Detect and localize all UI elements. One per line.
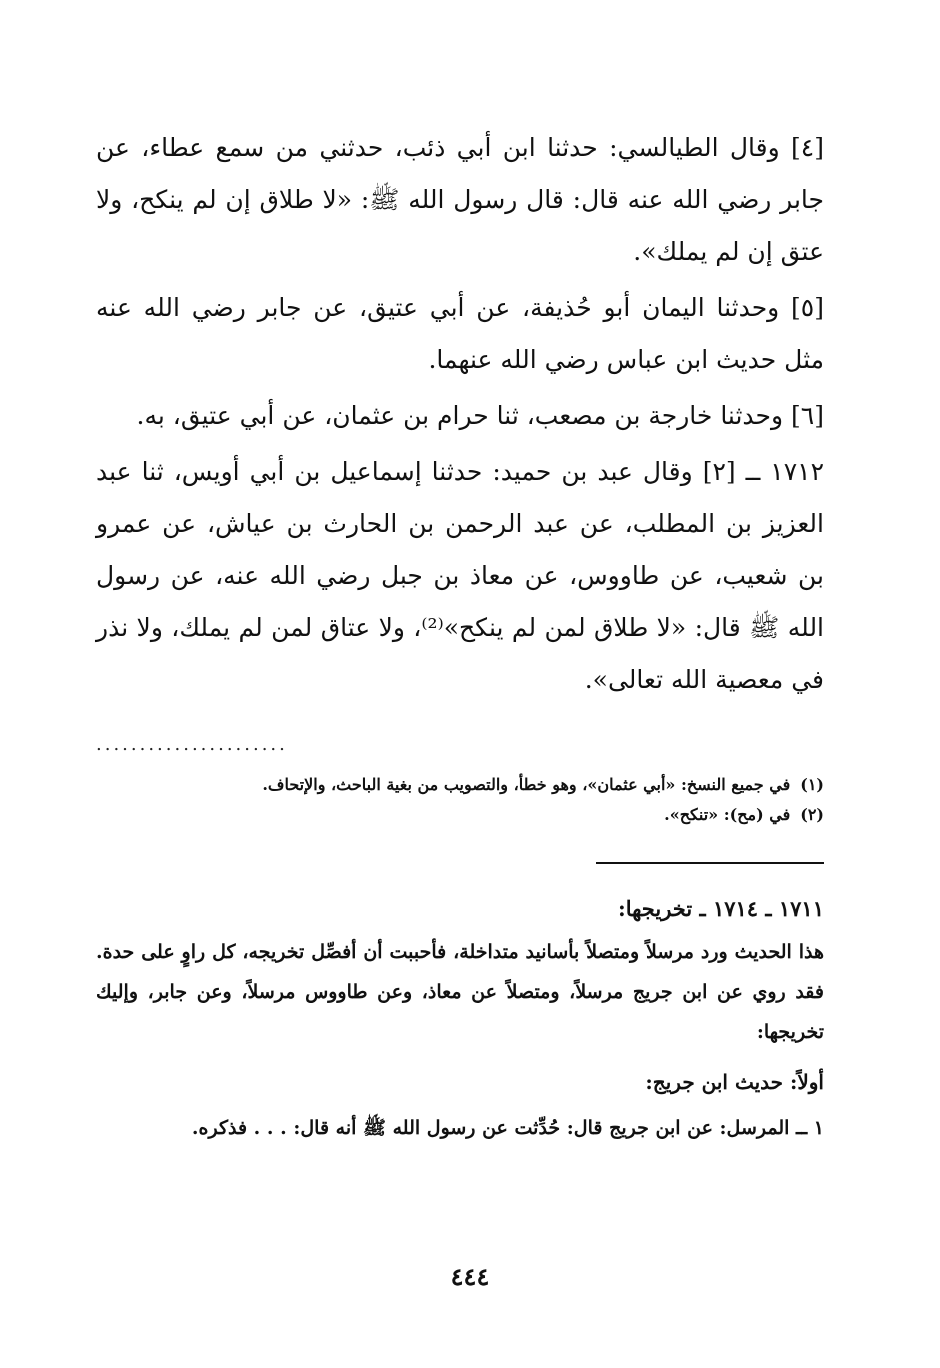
hadith-paragraph-1712: ١٧١٢ ــ [٢] وقال عبد بن حميد: حدثنا إسماعيل بن أبي أويس، ثنا عبد العزيز بن المطلب، عن عبد الرحمن بن الحارث بن عياش، عن عمرو بن شعيب، عن طاووس، عن معاذ بن جبل رضي الله عنه، عن رسول الله ﷺ قال: «لا طلاق لمن لم ينكح»⁽²⁾، ولا عتاق لمن لم يملك، ولا نذر في معصية الله تعالى». [96, 457, 825, 694]
page-body [96, 122, 824, 1322]
takhrij-title: ١٧١١ ـ ١٧١٤ ـ تخريجها: [617, 896, 824, 921]
takhrij-item-1: ١ ــ المرسل: عن ابن جريج قال: حُدِّثت عن رسول الله ﷺ أنه قال: . . . فذكره. [191, 1117, 824, 1139]
hadith-paragraph-5: [٥] وحدثنا اليمان أبو حُذيفة، عن أبي عتيق، عن جابر رضي الله عنه مثل حديث ابن عباس رضي الله عنهما. [96, 293, 824, 374]
takhrij-intro: هذا الحديث ورد مرسلاً ومتصلاً بأسانيد متداخلة، فأحببت أن أفصِّل تخريجه، كل راوٍ على حدة. فقد روي عن ابن جريج مرسلاً، ومتصلاً عن معاذ، وعن طاووس مرسلاً، وعن جابر، وإليك تخريجها: [96, 941, 824, 1043]
footnote-number: (٢) [800, 805, 824, 824]
footnote-1 [96, 770, 824, 800]
page-number: ٤٤٤ [450, 1262, 490, 1291]
footnote-separator: ...................... [96, 734, 288, 755]
footnote-number: (١) [800, 775, 824, 794]
takhrij-subtitle: أولاً: حديث ابن جريج: [645, 1070, 824, 1094]
hadith-paragraph-6: [٦] وحدثنا خارجة بن مصعب، ثنا حرام بن عثمان، عن أبي عتيق، به. [136, 401, 824, 430]
section-divider [596, 862, 824, 864]
footnote-text: في جميع النسخ: «أبي عثمان»، وهو خطأ، والتصويب من بغية الباحث، والإتحاف. [262, 775, 791, 794]
footnote-text: في (مح): «تنكح». [664, 805, 791, 824]
hadith-paragraph-4: [٤] وقال الطيالسي: حدثنا ابن أبي ذئب، حدثني من سمع عطاء، عن جابر رضي الله عنه قال: قال رسول الله ﷺ: «لا طلاق إن لم ينكح، ولا عتق إن لم يملك». [96, 133, 824, 266]
footnote-2 [96, 800, 824, 830]
